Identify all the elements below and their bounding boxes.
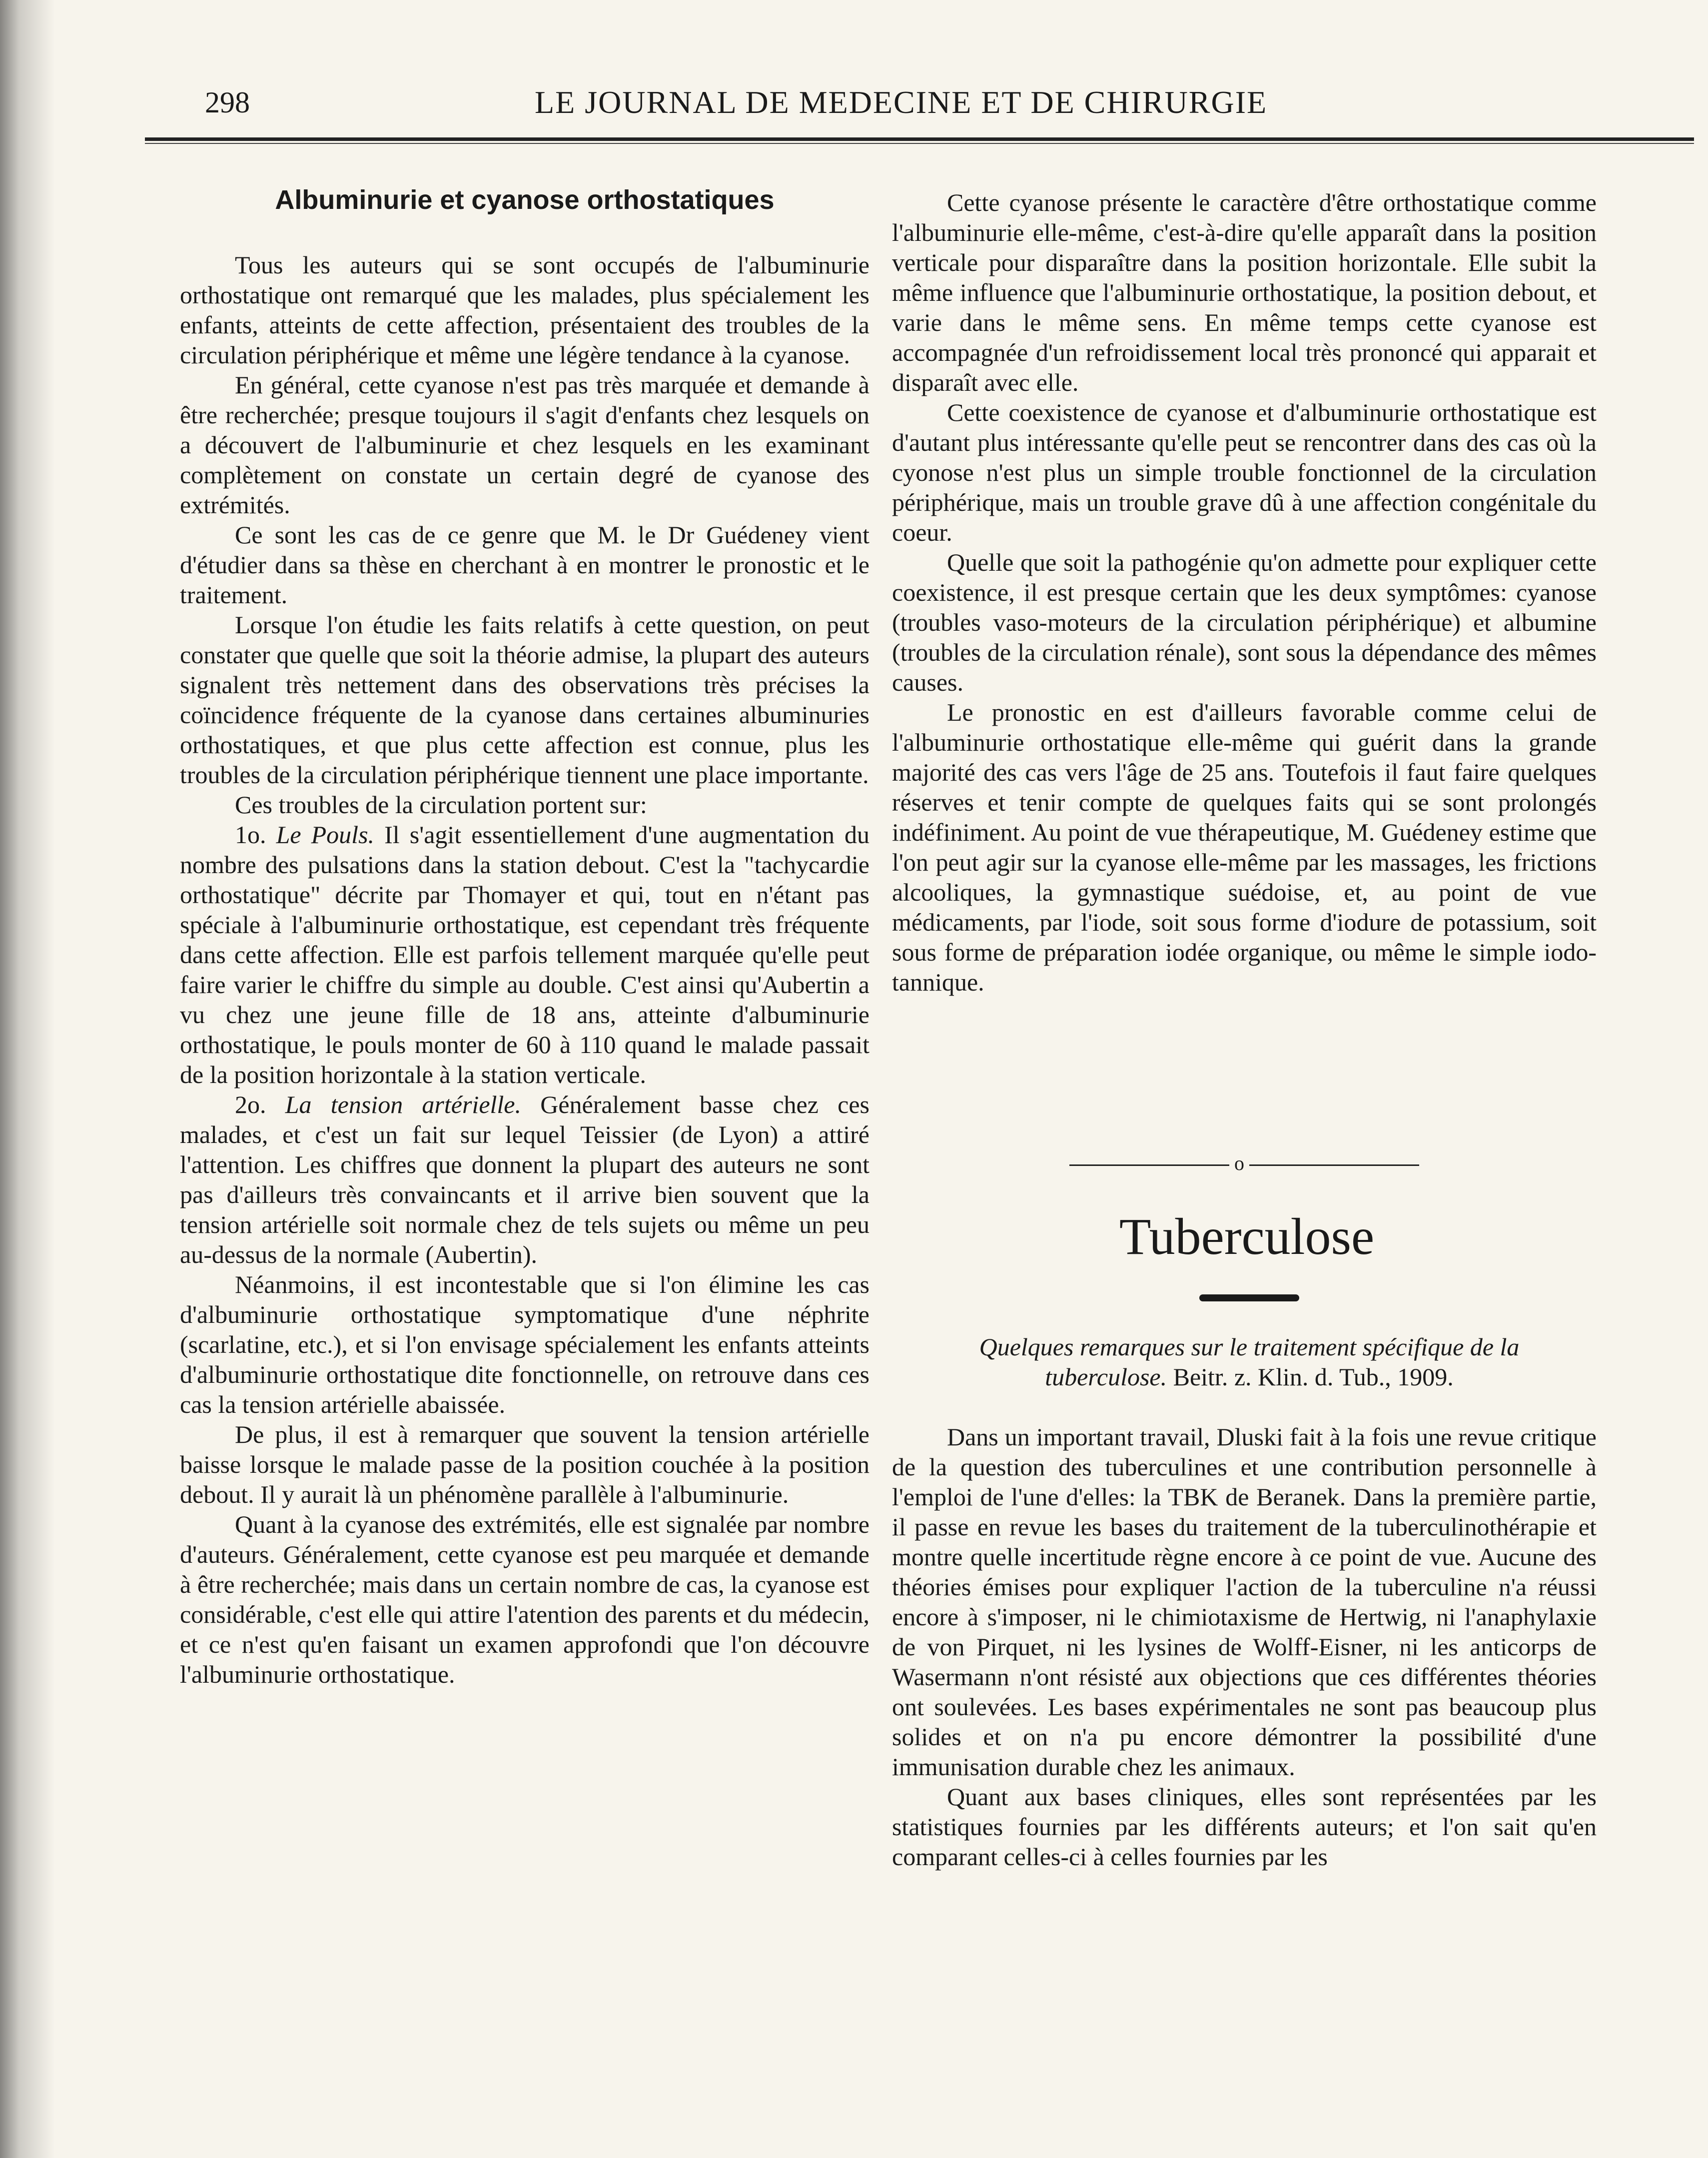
paragraph: Cette cyanose présente le caractère d'être orthostatique comme l'albuminurie elle-même, c'est-à-dire qu'elle apparaît dans la position verticale pour disparaître dans la position horizontale. Elle subit la même influence que l'albuminurie orthostatique, la position debout, et varie dans le même sens. En même temps cette cyanose est accompagnée d'un refroidissement local très prononcé qui apparait et disparaît avec elle. <box>892 188 1597 396</box>
paragraph: En général, cette cyanose n'est pas très marquée et demande à être recherchée; presque toujours il s'agit d'enfants chez lesquels on a découvert de l'albuminurie et chez lesquels en les examinant complètement on constate un certain degré de cyanose des extrémités. <box>180 371 869 519</box>
paragraph: Quelle que soit la pathogénie qu'on admette pour expliquer cette coexistence, il est presque certain que les deux symptômes: cyanose (troubles vaso-moteurs de la circulation périphérique) et albumine (troubles de la circulation rénale), sont sous la dépendance des mêmes causes. <box>892 548 1597 696</box>
section-heading-tuberculose: Tuberculose <box>1119 1208 1375 1265</box>
paragraph: Tous les auteurs qui se sont occupés de l'albuminurie orthostatique ont remarqué que les malades, plus spécialement les enfants, atteints de cette affection, présentaient des troubles de la circulation périphérique et même une légère tendance à la cyanose. <box>180 251 869 369</box>
list-item-title: La tension artérielle. <box>285 1090 521 1118</box>
heading-underline <box>1199 1294 1299 1301</box>
journal-title: LE JOURNAL DE MEDECINE ET DE CHIRURGIE <box>535 84 1268 120</box>
article-title: Quelques remarques sur le traitement spécifique de la tuberculose. <box>979 1333 1520 1391</box>
paragraph: Quant à la cyanose des extrémités, elle est signalée par nombre d'auteurs. Généralement, cette cyanose est peu marquée et demande à être recherchée; mais dans un certain nombre de cas, la cyanose est considérable, c'est elle qui attire l'atention des parents et du médecin, et ce n'est qu'en faisant un examen approfondi que l'on découvre l'albuminurie orthostatique. <box>180 1510 869 1688</box>
list-item-number: 1o. <box>235 821 266 849</box>
paragraph: Dans un important travail, Dluski fait à la fois une revue critique de la question des tuberculines et une contribution personnelle à l'emploi de l'une d'elles: la TBK de Beranek. Dans la première partie, il passe en revue les bases du traitement de la tuberculinothérapie et montre quelle incertitude règne encore à ce point de vue. Aucune des théories émises pour expliquer l'action de la tuberculine n'a réussi encore à s'imposer, ni le chimiotaxisme de Hertwig, ni l'anaphylaxie de von Pirquet, ni les lysines de Wolff-Eisner, ni les anticorps de Wasermann n'ont résisté aux objections que ces différentes théories ont soulevées. Les bases expérimentales ne sont pas beaucoup plus solides et on n'a pu encore démontrer la possibilité d'une immunisation durable chez les animaux. <box>892 1423 1597 1781</box>
article-reference <box>919 1332 1579 1392</box>
section-title: Albuminurie et cyanose orthostatiques <box>275 185 775 215</box>
left-column <box>180 185 869 1689</box>
list-item-number: 2o. <box>235 1090 266 1118</box>
paragraph: Ces troubles de la circulation portent sur: <box>235 791 647 819</box>
page-header <box>205 75 1564 130</box>
list-item-tension <box>180 1089 869 1269</box>
separator-mark: o <box>1229 1151 1249 1176</box>
list-item-text: Il s'agit essentiellement d'une augmentation du nombre des pulsations dans la station debout. C'est la "tachycardie orthostatique" décrite par Thomayer et qui, tout en n'étant pas spéciale à l'albuminurie orthostatique, est cependant très fréquente dans cette affection. Elle est parfois tellement marquée qu'elle peut faire varier le chiffre du simple au double. C'est ainsi qu'Aubertin a vu chez une jeune fille de 18 ans, atteinte d'albuminurie orthostatique, le pouls monter de 60 à 110 quand le malade passait de la position horizontale à la station verticale. <box>180 821 870 1088</box>
article-source: Beitr. z. Klin. d. Tub., 1909. <box>1173 1363 1454 1391</box>
paragraph: Néanmoins, il est incontestable que si l'on élimine les cas d'albuminurie orthostatique symptomatique d'une néphrite (scarlatine, etc.), et si l'on envisage spécialement les enfants atteints d'albuminurie orthostatique dite fonctionnelle, on retrouve dans ces cas la tension artérielle abaissée. <box>180 1270 869 1418</box>
right-column-lower <box>892 1422 1597 1872</box>
paragraph: Cette coexistence de cyanose et d'albuminurie orthostatique est d'autant plus intéressante qu'elle peut se rencontrer dans des cas où la cyonose n'est plus un simple trouble fonctionnel de la circulation périphérique, mais un trouble grave dû à une affection congénitale du coeur. <box>892 398 1597 546</box>
paragraph: Ce sont les cas de ce genre que M. le Dr Guédeney vient d'étudier dans sa thèse en cherchant à en montrer le pronostic et le traitement. <box>180 521 869 609</box>
list-item-title: Le Pouls. <box>276 821 375 849</box>
list-item-pouls <box>180 820 869 1089</box>
list-item-text: Généralement basse chez ces malades, et c'est un fait sur lequel Teissier (de Lyon) a attiré l'attention. Les chiffres que donnent la plupart des auteurs ne sont pas d'ailleurs très convaincants et il arrive bien souvent que la tension artérielle soit normale chez de tels sujets ou même un peu au-dessus de la normale (Aubertin). <box>180 1090 870 1268</box>
right-column-upper <box>892 187 1597 997</box>
page-number: 298 <box>205 86 250 119</box>
paragraph: Quant aux bases cliniques, elles sont représentées par les statistiques fournies par les différents auteurs; et l'on sait qu'en comparant celles-ci à celles fournies par les <box>892 1783 1597 1871</box>
scan-edge-shadow <box>0 0 55 2158</box>
paragraph: Le pronostic en est d'ailleurs favorable comme celui de l'albuminurie orthostatique elle-même qui guérit dans la grande majorité des cas vers l'âge de 25 ans. Toutefois il faut faire quelques réserves et tenir compte de quelques faits qui se sont prolongés indéfiniment. Au point de vue thérapeutique, M. Guédeney estime que l'on peut agir sur la cyanose elle-même par les massages, les frictions alcooliques, la gymnastique suédoise, et, au point de vue médicaments, par l'iode, soit sous forme d'iodure de potassium, soit sous forme de préparation iodée organique, ou même le simple iodo-tannique. <box>892 698 1597 996</box>
paragraph: Lorsque l'on étudie les faits relatifs à cette question, on peut constater que quelle que soit la théorie admise, la plupart des auteurs signalent très nettement dans des observations très précises la coïncidence fréquente de la cyanose dans certaines albuminuries orthostatiques, et que plus cette affection est connue, plus les troubles de la circulation périphérique tiennent une place importante. <box>180 611 869 789</box>
paragraph: De plus, il est à remarquer que souvent la tension artérielle baisse lorsque le malade passe de la position couchée à la position debout. Il y aurait là un phénomène parallèle à l'albuminurie. <box>180 1420 869 1508</box>
header-rule <box>145 137 1694 144</box>
